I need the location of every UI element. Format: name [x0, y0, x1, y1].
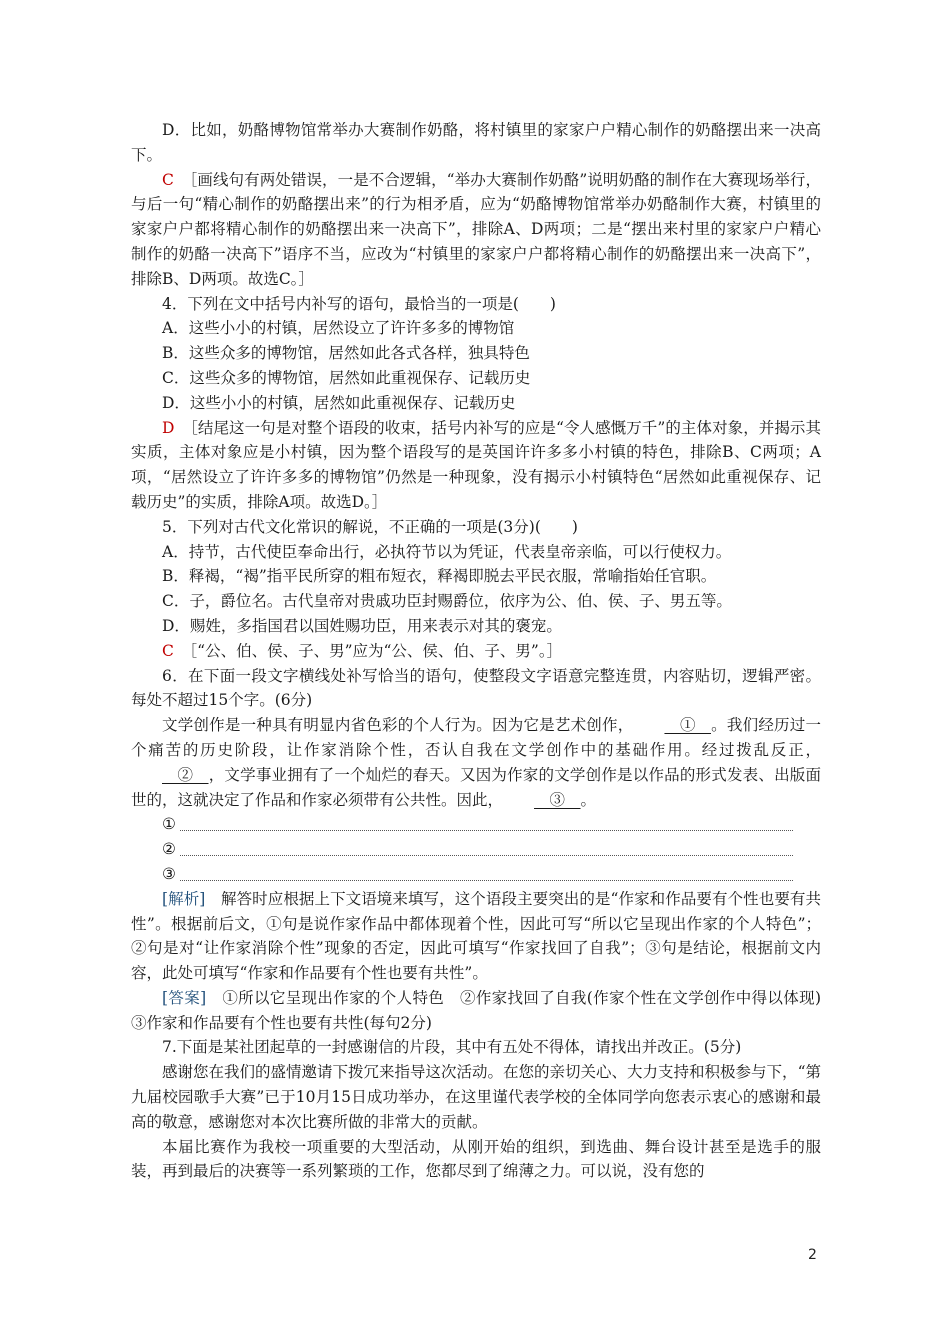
answer-line-2: ② [131, 837, 821, 862]
answer-line-3-dots [180, 880, 793, 881]
analysis-tag: [解析] [162, 889, 206, 908]
q4-option-a: A．这些小小的村镇，居然设立了许许多多的博物馆 [162, 319, 515, 338]
q7-stem: 7.下面是某社团起草的一封感谢信的片段，其中有五处不得体，请找出并改正。(5分) [162, 1038, 742, 1057]
page-number: 2 [808, 1247, 817, 1263]
answer-line-1: ① [131, 812, 821, 837]
q5-answer: C [162, 641, 174, 660]
q7-letter-para-2: 本届比赛作为我校一项重要的大型活动，从刚开始的组织，到选曲、舞台设计甚至是选手的服装，再到最后的决赛等一系列繁琐的工作，您都尽到了绵薄之力。可以说，没有您的 [131, 1137, 821, 1181]
q5-option-a: A．持节，古代使臣奉命出行，必执符节以为凭证，代表皇帝亲临，可以行使权力。 [162, 542, 732, 561]
q6-answer: [答案] ①所以它呈现出作家的个人特色 ②作家找回了自我(作家个性在文学创作中得以体现) ③作家和作品要有个性也要有共性(每句2分) [131, 988, 837, 1032]
answer-line-3: ③ [131, 862, 821, 887]
q6-stem: 6．在下面一段文字横线处补写恰当的语句，使整段文字语意完整连贯，内容贴切，逻辑严密。每处不超过15个字。(6分) [131, 666, 821, 710]
q4-answer: D [162, 418, 175, 437]
answer-line-2-dots [180, 855, 793, 856]
q3-explanation: C ［画线句有两处错误，一是不合逻辑，“举办大赛制作奶酪”说明奶酪的制作在大赛现场举行，与后一句“精心制作的奶酪摆出来”的行为相矛盾，应为“奶酪博物馆常举办奶酪制作大赛，村镇里的家家户户都将精心制作的奶酪摆出来一决高下”，排除A、D两项；二是“摆出来村里的家家户户精心制作的奶酪一决高下”语序不当，应改为“村镇里的家家户户都将精心制作的奶酪摆出来一决高下”，排除B、D两项。故选C。］ [131, 170, 821, 288]
q7-letter-para-1: 感谢您在我们的盛情邀请下拨冗来指导这次活动。在您的亲切关心、大力支持和积极参与下，“第九届校园歌手大赛”已于10月15日成功举办，在这里谨代表学校的全体同学向您表示衷心的感谢和最高的敬意，感谢您对本次比赛所做的非常大的贡献。 [131, 1063, 821, 1131]
q5-explanation: C ［“公、伯、侯、子、男”应为“公、侯、伯、子、男”。］ [162, 641, 563, 660]
q6-passage: 文学创作是一种具有明显内省色彩的个人行为。因为它是艺术创作， ① 。我们经历过一个痛苦的历史阶段，让作家消除个性，否认自我在文学创作中的基础作用。经过拨乱反正， ② ，文学事业拥有了一个灿烂的春天。又因为作家的文学创作是以作品的形式发表、出版面世的，这就决定了作品和作家必须带有公共性。因此， ③ 。 [131, 713, 821, 812]
blank-2: ② [162, 765, 209, 784]
answer-tag: [答案] [162, 988, 207, 1007]
q5-stem: 5．下列对古代文化常识的解说，不正确的一项是(3分)( ) [162, 517, 578, 536]
q4-option-b: B．这些众多的博物馆，居然如此各式各样，独具特色 [162, 344, 530, 363]
q5-option-d: D．赐姓，多指国君以国姓赐功臣，用来表示对其的褒宠。 [162, 616, 562, 635]
q4-stem: 4．下列在文中括号内补写的语句，最恰当的一项是( ) [162, 294, 556, 313]
q6-analysis: [解析] 解答时应根据上下文语境来填写，这个语段主要突出的是“作家和作品要有个性也要有共性”。根据前后文，①句是说作家作品中都体现着个性，因此可写“所以它呈现出作家的个人特色”；②句是对“让作家消除个性”现象的否定，因此可填写“作家找回了自我”；③句是结论，根据前文内容，此处可填写“作家和作品要有个性也要有共性”。 [131, 889, 821, 983]
q5-option-b: B．释褐，“褐”指平民所穿的粗布短衣，释褐即脱去平民衣服，常喻指始任官职。 [162, 567, 717, 586]
blank-1: ① [664, 716, 711, 735]
page-content [131, 118, 837, 1184]
q4-explanation: D ［结尾这一句是对整个语段的收束，括号内补写的应是“令人感慨万千”的主体对象，并揭示其实质，主体对象应是小村镇，因为整个语段写的是英国许许多多小村镇的特色，排除B、C两项；A项，“居然设立了许许多多的博物馆”仍然是一种现象，没有揭示小村镇特色“居然如此重视保存、记载历史”的实质，排除A项。故选D。］ [131, 418, 821, 511]
q4-option-c: C．这些众多的博物馆，居然如此重视保存、记载历史 [162, 368, 531, 387]
answer-line-1-dots [180, 830, 793, 831]
blank-3: ③ [534, 790, 581, 809]
q3-option-d: D．比如，奶酪博物馆常举办大赛制作奶酪，将村镇里的家家户户精心制作的奶酪摆出来一决高下。 [131, 121, 821, 164]
q3-answer: C [162, 170, 174, 189]
q5-option-c: C．子，爵位名。古代皇帝对贵戚功臣封赐爵位，依序为公、伯、侯、子、男五等。 [162, 592, 732, 611]
q4-option-d: D．这些小小的村镇，居然如此重视保存、记载历史 [162, 393, 516, 412]
